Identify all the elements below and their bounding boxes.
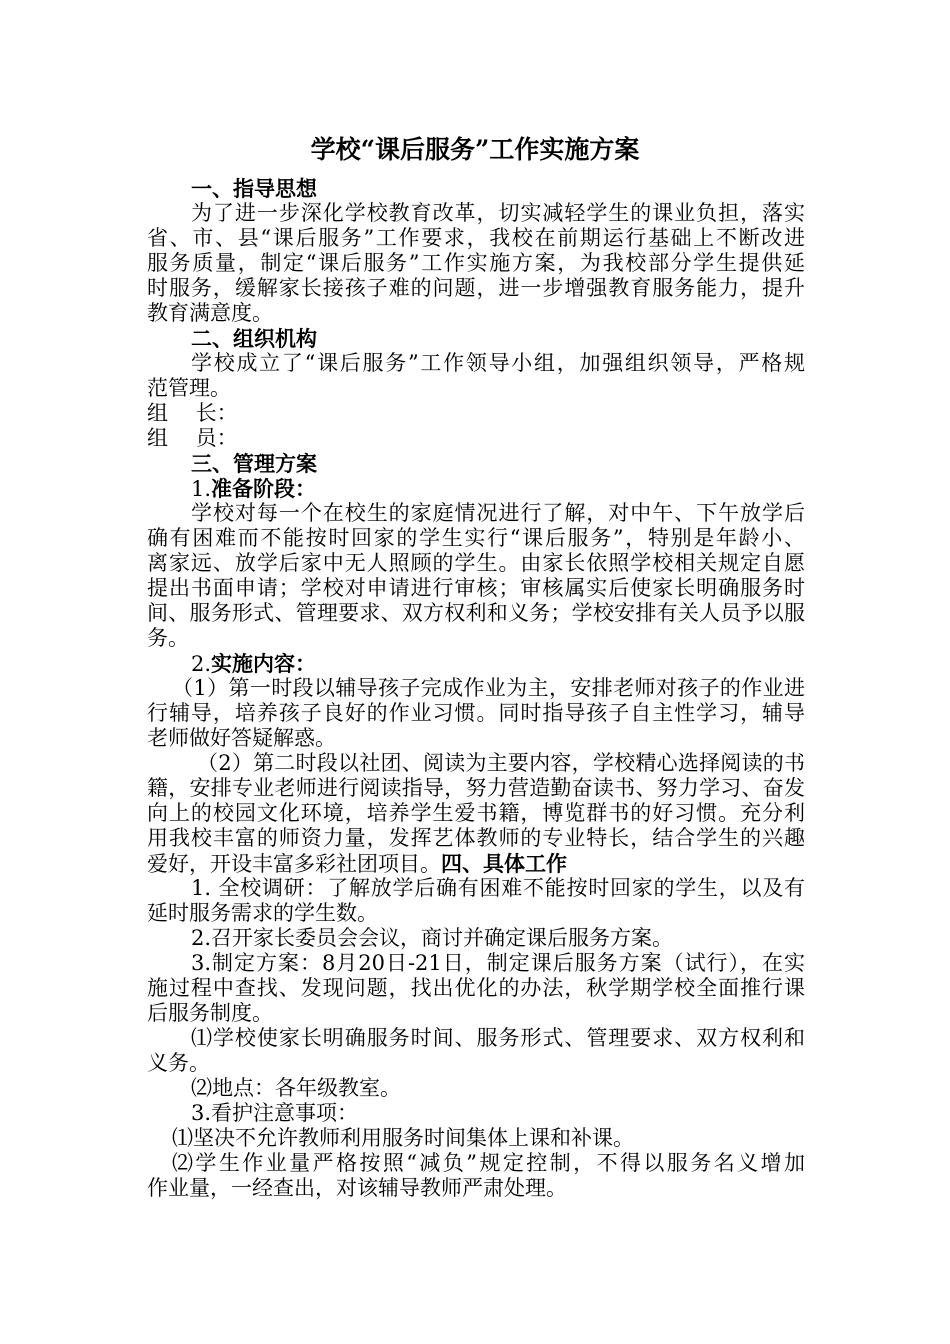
body-text: 学校对每一个在校生的家庭情况进行了解，对中午、下午放学后 — [191, 501, 805, 525]
body-text: 义务。 — [147, 1051, 210, 1075]
section-heading: 一、指导思想 — [191, 176, 317, 201]
body-text: 施过程中查找、发现问题，找出优化的办法，秋学期学校全面推行课 — [147, 976, 805, 1000]
document-line — [147, 1176, 805, 1201]
body-text: ⑴坚决不允许教师利用服务时间集体上课和补课。 — [172, 1126, 634, 1150]
document-line — [147, 1001, 805, 1026]
document-line — [147, 376, 805, 401]
body-text: 用我校丰富的师资力量，发挥艺体教师的专业特长，结合学生的兴趣 — [147, 826, 805, 850]
body-text: 务。 — [147, 626, 189, 650]
document-line — [147, 576, 805, 601]
body-text: 提出书面申请；学校对申请进行审核；审核属实后使家长明确服务时 — [147, 576, 805, 600]
document-line — [147, 451, 805, 476]
document-line — [147, 426, 805, 451]
body-text: 确有困难而不能按时回家的学生实行“课后服务”，特别是年龄小、 — [147, 526, 805, 550]
document-line — [147, 226, 805, 251]
body-text: 延时服务需求的学生数。 — [147, 901, 378, 925]
body-text: （1）第一时段以辅导孩子完成作业为主，安排老师对孩子的作业进 — [172, 676, 805, 700]
body-text: 1. — [191, 477, 212, 501]
body-text: 2. — [191, 652, 212, 676]
body-text: 行辅导，培养孩子良好的作业习惯。同时指导孩子自主性学习，辅导 — [147, 701, 805, 725]
document-line — [147, 176, 805, 201]
section-heading: 实施内容： — [211, 651, 317, 676]
document-line — [147, 1126, 805, 1151]
body-text: 3.看护注意事项： — [191, 1101, 359, 1125]
body-text: ⑴学校使家长明确服务时间、服务形式、管理要求、双方权利和 — [191, 1026, 805, 1050]
body-text: 爱好，开设丰富多彩社团项目。 — [147, 852, 441, 876]
section-heading: 准备阶段： — [211, 476, 317, 501]
body-text: 后服务制度。 — [147, 1001, 273, 1025]
body-text: （2）第二时段以社团、阅读为主要内容，学校精心选择阅读的书 — [197, 751, 805, 775]
document-line — [147, 301, 805, 326]
body-text: 教育满意度。 — [147, 301, 273, 325]
document-line — [147, 901, 805, 926]
document-line — [147, 251, 805, 276]
document-title: 学校“课后服务”工作实施方案 — [310, 135, 640, 164]
body-text: 组 长： — [147, 401, 238, 425]
document-line — [147, 776, 805, 801]
document-body — [147, 176, 805, 1201]
document-line — [147, 701, 805, 726]
document-line — [147, 401, 805, 426]
document-line — [147, 951, 805, 976]
section-heading: 二、组织机构 — [191, 326, 317, 351]
body-text: 离家远、放学后家中无人照顾的学生。由家长依照学校相关规定自愿 — [147, 551, 805, 575]
body-text: 时服务，缓解家长接孩子难的问题，进一步增强教育服务能力，提升 — [147, 276, 805, 300]
body-text: 老师做好答疑解惑。 — [147, 726, 336, 750]
document-line — [147, 851, 805, 876]
document-line — [147, 351, 805, 376]
document-line — [147, 501, 805, 526]
section-heading: 三、管理方案 — [191, 451, 317, 476]
body-text: ⑵学生作业量严格按照“减负”规定控制，不得以服务名义增加 — [172, 1151, 805, 1175]
section-heading: 四、具体工作 — [441, 851, 567, 876]
body-text: 1. 全校调研：了解放学后确有困难不能按时回家的学生，以及有 — [191, 876, 805, 900]
document-line — [147, 1151, 805, 1176]
document-line — [147, 626, 805, 651]
body-text: 籍，安排专业老师进行阅读指导，努力营造勤奋读书、努力学习、奋发 — [147, 776, 805, 800]
body-text: ⑵地点：各年级教室。 — [191, 1076, 401, 1100]
document-line — [147, 676, 805, 701]
document-line — [147, 826, 805, 851]
document-line — [147, 601, 805, 626]
document-line — [147, 1076, 805, 1101]
body-text: 间、服务形式、管理要求、双方权利和义务；学校安排有关人员予以服 — [147, 601, 805, 625]
document-line — [147, 801, 805, 826]
document-line — [147, 726, 805, 751]
document-line — [147, 326, 805, 351]
document-line — [147, 651, 805, 676]
body-text: 作业量，一经查出，对该辅导教师严肃处理。 — [147, 1176, 567, 1200]
body-text: 3.制定方案：8月20日-21日，制定课后服务方案（试行），在实 — [191, 951, 805, 975]
body-text: 为了进一步深化学校教育改革，切实减轻学生的课业负担，落实 — [191, 201, 805, 225]
document-line — [147, 526, 805, 551]
document-line — [147, 276, 805, 301]
document-line — [147, 976, 805, 1001]
document-line — [147, 926, 805, 951]
body-text: 范管理。 — [147, 376, 231, 400]
document-line — [147, 201, 805, 226]
body-text: 组 员： — [147, 426, 238, 450]
document-line — [147, 1101, 805, 1126]
body-text: 2.召开家长委员会会议，商讨并确定课后服务方案。 — [191, 926, 674, 950]
body-text: 向上的校园文化环境，培养学生爱书籍，博览群书的好习惯。充分利 — [147, 801, 805, 825]
body-text: 服务质量，制定“课后服务”工作实施方案，为我校部分学生提供延 — [147, 251, 805, 275]
document-line — [147, 1026, 805, 1051]
document-line — [147, 476, 805, 501]
document-line — [147, 1051, 805, 1076]
document-line — [147, 551, 805, 576]
document-line — [147, 751, 805, 776]
document-line — [147, 876, 805, 901]
body-text: 学校成立了“课后服务”工作领导小组，加强组织领导，严格规 — [191, 351, 805, 375]
body-text: 省、市、县“课后服务”工作要求，我校在前期运行基础上不断改进 — [147, 226, 805, 250]
